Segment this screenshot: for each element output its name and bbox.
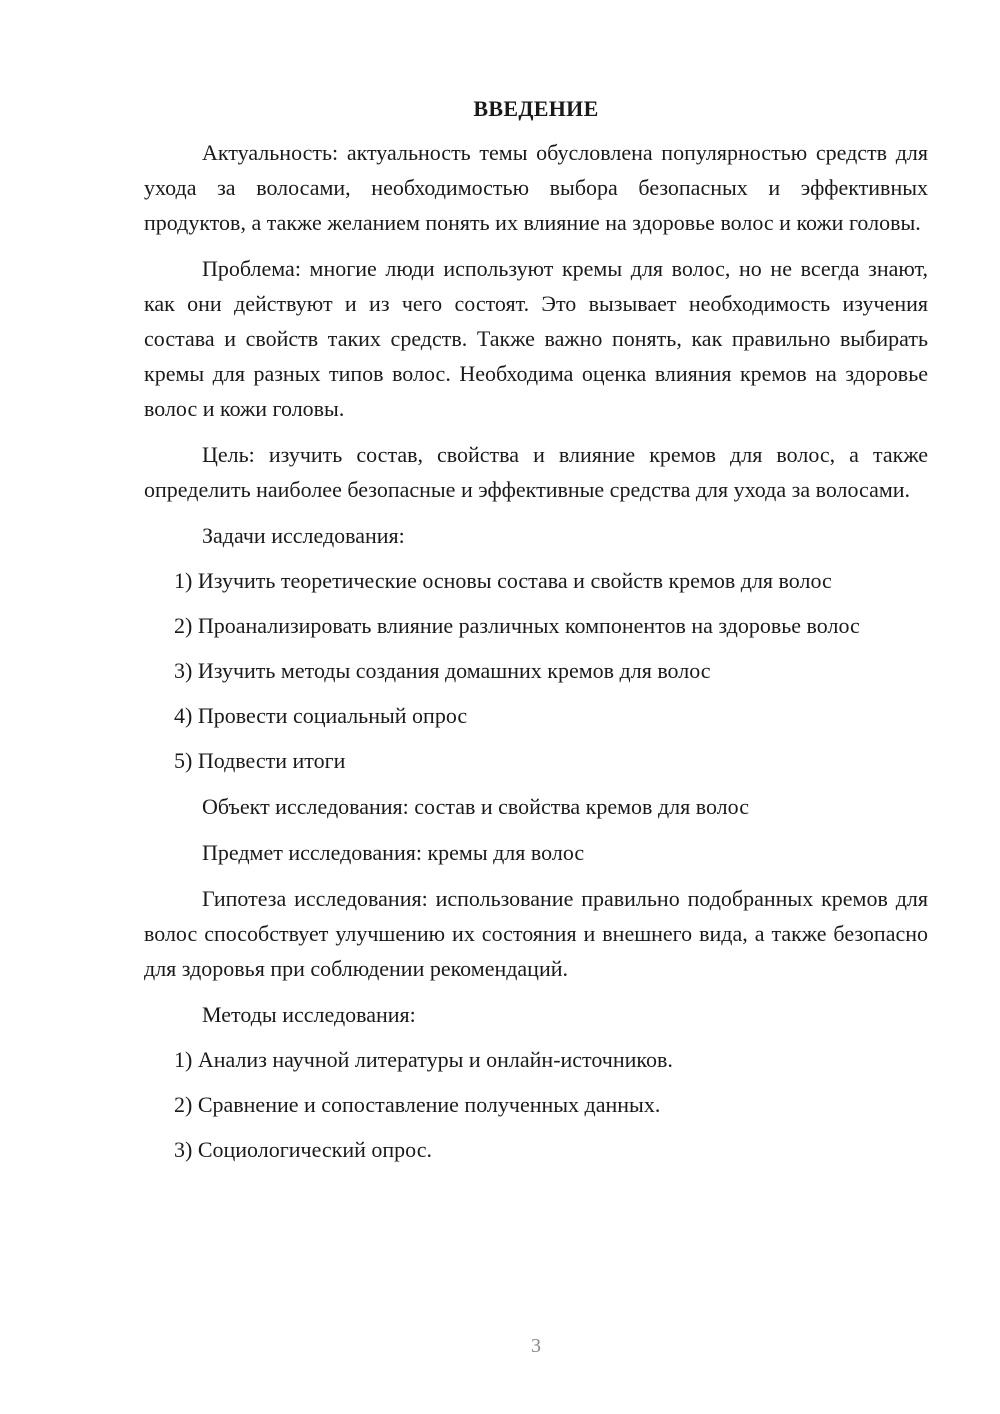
- list-item: 1) Изучить теоретические основы состава и свойств кремов для волос: [174, 568, 832, 593]
- goal-paragraph: Цель: изучить состав, свойства и влияние кремов для волос, а также определить наиболее безопасные и эффективные средства для ухода за волосами.: [144, 442, 928, 502]
- methods-title: Методы исследования:: [202, 1002, 416, 1027]
- page-number: 3: [531, 1335, 541, 1357]
- tasks-title: Задачи исследования:: [202, 523, 405, 548]
- object-paragraph: Объект исследования: состав и свойства кремов для волос: [202, 794, 749, 819]
- relevance-paragraph: Актуальность: актуальность темы обусловлена популярностью средств для ухода за волосами, необходимостью выбора безопасных и эффективных продуктов, а также желанием понять их влияние на здоровье волос и кожи головы.: [144, 140, 928, 235]
- methods-list: [144, 1042, 928, 1167]
- section-heading: ВВЕДЕНИЕ: [473, 96, 599, 121]
- problem-paragraph: Проблема: многие люди используют кремы для волос, но не всегда знают, как они действуют и из чего состоят. Это вызывает необходимость изучения состава и свойств таких средств. Также важно понять, как правильно выбирать кремы для разных типов волос. Необходима оценка влияния кремов на здоровье волос и кожи головы.: [144, 256, 928, 421]
- list-item: 2) Сравнение и сопоставление полученных данных.: [174, 1092, 661, 1117]
- list-item: 5) Подвести итоги: [174, 748, 346, 773]
- tasks-list: [144, 563, 928, 778]
- list-item: 3) Изучить методы создания домашних кремов для волос: [174, 658, 711, 683]
- list-item: 3) Социологический опрос.: [174, 1137, 432, 1162]
- subject-paragraph: Предмет исследования: кремы для волос: [202, 840, 585, 865]
- document-body: [144, 92, 928, 1167]
- list-item: 1) Анализ научной литературы и онлайн-источников.: [174, 1047, 673, 1072]
- hypothesis-paragraph: Гипотеза исследования: использование правильно подобранных кремов для волос способствует улучшению их состояния и внешнего вида, а также безопасно для здоровья при соблюдении рекомендаций.: [144, 886, 928, 981]
- list-item: 2) Проанализировать влияние различных компонентов на здоровье волос: [174, 613, 860, 638]
- list-item: 4) Провести социальный опрос: [174, 703, 468, 728]
